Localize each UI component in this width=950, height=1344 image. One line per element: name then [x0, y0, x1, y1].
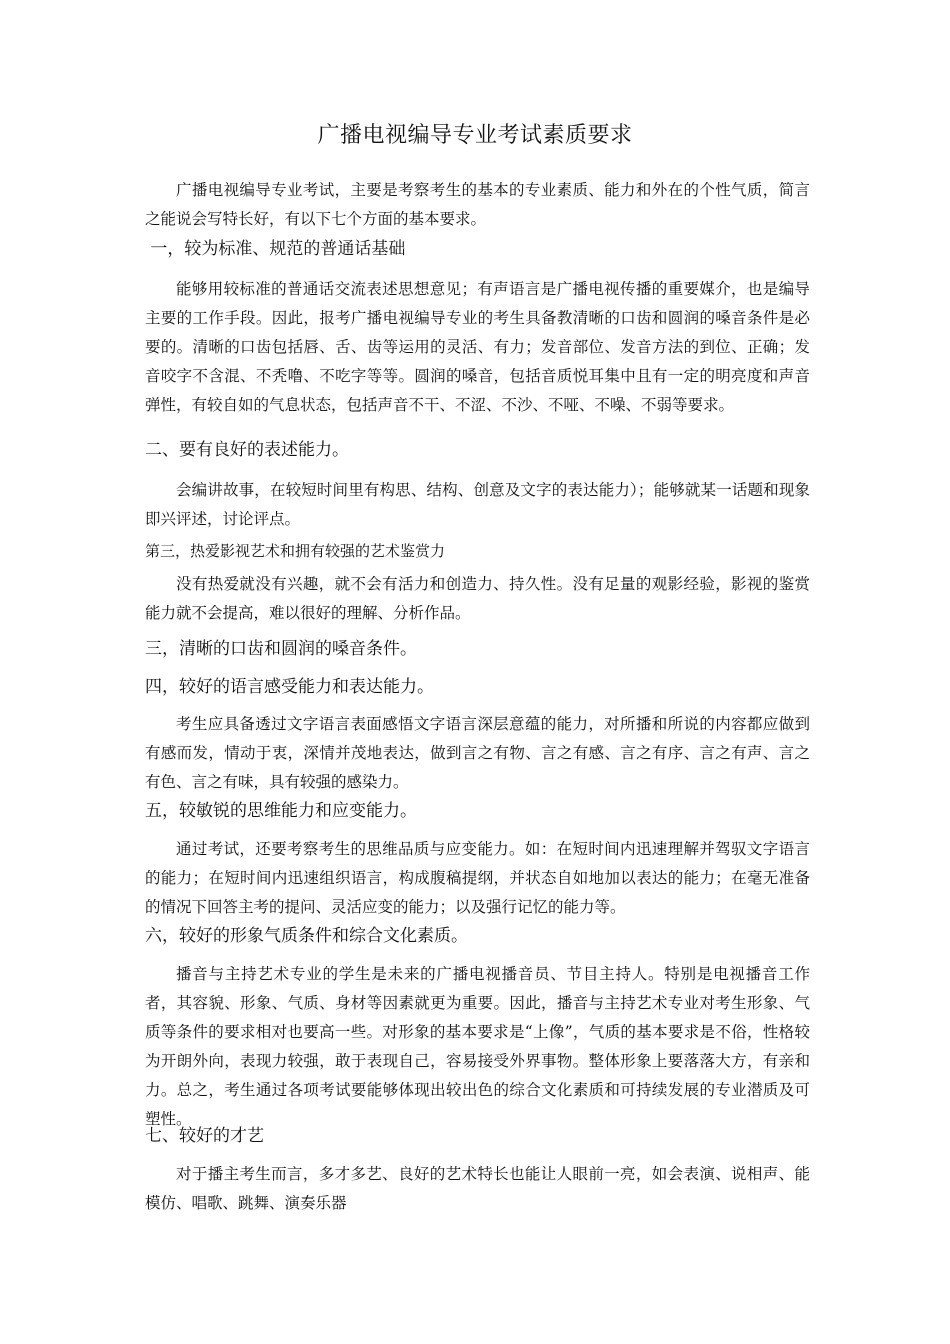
section-heading: 一，较为标准、规范的普通话基础 [145, 239, 406, 259]
section-3-heading-block [145, 538, 810, 564]
section-2-heading-block [145, 437, 810, 463]
section-paragraph: 通过考试，还要考察考生的思维品质与应变能力。如：在短时间内迅速理解并驾驭文字语言的能力；在短时间内迅速组织语言，构成腹稿提纲，并状态自如地加以表达的能力；在毫无准备的情况下回答主考的提问、灵活应变的能力；以及强行记忆的能力等。 [145, 840, 810, 916]
section-heading: 四，较好的语言感受能力和表达能力。 [145, 677, 434, 697]
section-heading: 三，清晰的口齿和圆润的嗓音条件。 [145, 639, 417, 659]
section-7-heading-block [145, 923, 810, 949]
section-paragraph: 能够用较标准的普通话交流表述思想意见；有声语言是广播电视传播的重要媒介，也是编导主要的工作手段。因此，报考广播电视编导专业的考生具备教清晰的口齿和圆润的嗓音条件是必要的。清晰的口齿包括唇、舌、齿等运用的灵活、有力；发音部位、发音方法的到位、正确；发音咬字不含混、不秃噜、不吃字等等。圆润的嗓音，包括音质悦耳集中且有一定的明亮度和声音弹性，有较自如的气息状态，包括声音不干、不涩、不沙、不哑、不噪、不弱等要求。 [145, 280, 810, 414]
section-heading: 二、要有良好的表述能力。 [145, 440, 349, 460]
section-6-body-block [145, 835, 810, 922]
section-5-heading-block [145, 674, 810, 700]
section-8-heading-block [145, 1123, 810, 1149]
intro-paragraph: 广播电视编导专业考试，主要是考察考生的基本的专业素质、能力和外在的个性气质，简言之能说会写特长好，有以下七个方面的基本要求。 [145, 181, 810, 228]
section-heading: 五，较敏锐的思维能力和应变能力。 [145, 801, 417, 821]
section-paragraph: 会编讲故事，在较短时间里有构思、结构、创意及文字的表达能力）；能够就某一话题和现象即兴评述，讨论评点。 [145, 481, 810, 528]
section-2-body-block [145, 476, 810, 534]
section-7-body-block [145, 960, 810, 1134]
section-5-body-block [145, 710, 810, 797]
section-heading: 七、较好的才艺 [145, 1126, 264, 1146]
section-1-body-block [145, 275, 810, 420]
section-heading: 第三，热爱影视艺术和拥有较强的艺术鉴赏力 [145, 542, 446, 560]
section-heading: 六，较好的形象气质条件和综合文化素质。 [145, 926, 468, 946]
section-paragraph: 没有热爱就没有兴趣，就不会有活力和创造力、持久性。没有足量的观影经验，影视的鉴赏能力就不会提高，难以很好的理解、分析作品。 [145, 575, 810, 622]
section-paragraph: 播音与主持艺术专业的学生是未来的广播电视播音员、节目主持人。特别是电视播音工作者，其容貌、形象、气质、身材等因素就更为重要。因此，播音与主持艺术专业对考生形象、气质等条件的要求相对也要高一些。对形象的基本要求是“上像”，气质的基本要求是不俗，性格较为开朗外向，表现力较强，敢于表现自己，容易接受外界事物。整体形象上要落落大方，有亲和力。总之，考生通过各项考试要能够体现出较出色的综合文化素质和可持续发展的专业潜质及可塑性。 [145, 965, 810, 1128]
section-1-heading-block [145, 236, 810, 262]
section-4-heading-block [145, 636, 810, 662]
section-paragraph: 考生应具备透过文字语言表面感悟文字语言深层意蕴的能力，对所播和所说的内容都应做到有感而发，情动于衷，深情并茂地表达，做到言之有物、言之有感、言之有序、言之有声、言之有色、言之有味，具有较强的感染力。 [145, 715, 810, 791]
section-paragraph: 对于播主考生而言，多才多艺、良好的艺术特长也能让人眼前一亮，如会表演、说相声、能模仿、唱歌、跳舞、演奏乐器 [145, 1165, 810, 1212]
intro-block [145, 176, 810, 234]
section-3-body-block [145, 570, 810, 628]
section-8-body-block [145, 1160, 810, 1218]
document-title: 广播电视编导专业考试素质要求 [317, 123, 633, 148]
section-6-heading-block [145, 798, 810, 824]
